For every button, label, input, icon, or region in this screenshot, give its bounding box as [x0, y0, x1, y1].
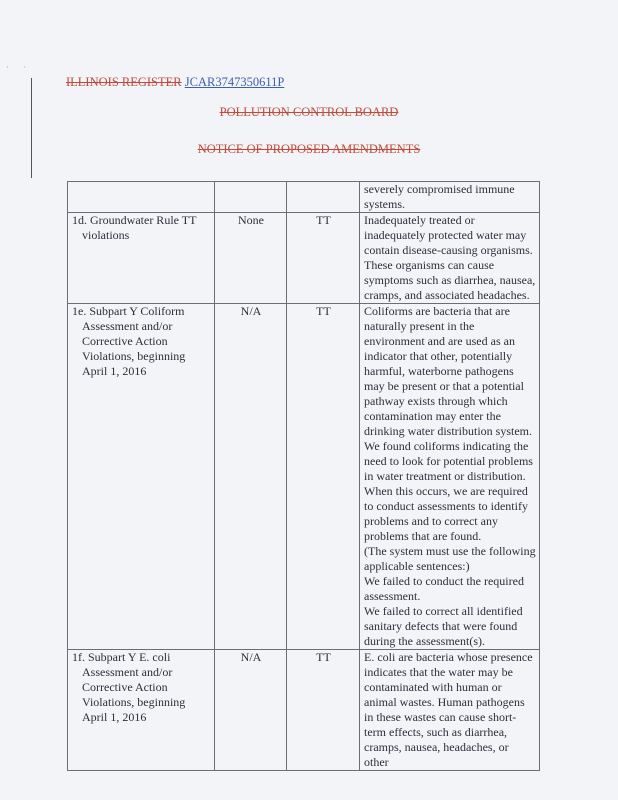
mclg-cell: TT — [287, 213, 360, 304]
table-row — [68, 650, 540, 771]
jcar-code: JCAR3747350611P — [184, 75, 285, 89]
violation-name-cont: Assessment and/or Corrective Action Violations, beginning April 1, 2016 — [82, 665, 186, 724]
notice-header — [0, 142, 618, 157]
health-effects-cell: E. coli are bacteria whose presence indicates that the water may be contaminated with human or animal wastes. Human pathogens in these wastes can cause short-term effects, such as diarrhea, cramps, nausea, headaches, or other — [360, 650, 540, 771]
health-effects-cell: Inadequately treated or inadequately protected water may contain disease-causing organisms. These organisms can cause symptoms such as diarrhea, nausea, cramps, and associated headaches. — [360, 213, 540, 304]
table-cell — [287, 182, 360, 213]
table-cell — [68, 182, 215, 213]
table-row — [68, 182, 540, 213]
scan-specks: · · — [6, 62, 33, 72]
health-effects-sentence: We failed to correct all identified sanitary defects that were found during the assessment(s). — [364, 604, 523, 648]
health-effects-note: (The system must use the following applicable sentences:) — [364, 544, 536, 573]
margin-line — [31, 78, 32, 178]
health-effects-sentence: We failed to conduct the required assessment. — [364, 574, 524, 603]
violation-name: 1d. Groundwater Rule TT — [72, 213, 197, 227]
mclg-cell: TT — [287, 650, 360, 771]
mcl-cell: None — [215, 213, 287, 304]
register-title-struck: ILLINOIS REGISTER — [66, 75, 182, 89]
table-row — [68, 304, 540, 650]
mclg-cell: TT — [287, 304, 360, 650]
board-title-struck: POLLUTION CONTROL BOARD — [219, 105, 399, 119]
register-header — [66, 75, 284, 90]
table-cell — [215, 182, 287, 213]
table-row — [68, 213, 540, 304]
violation-name: 1f. Subpart Y E. coli — [72, 650, 171, 664]
health-effects-cell — [360, 304, 540, 650]
violation-cell — [68, 304, 215, 650]
violation-name: 1e. Subpart Y Coliform — [72, 304, 185, 318]
notice-title-struck: NOTICE OF PROPOSED AMENDMENTS — [197, 142, 421, 156]
board-header — [0, 105, 618, 120]
mcl-cell: N/A — [215, 650, 287, 771]
violation-cell — [68, 213, 215, 304]
violation-cell — [68, 650, 215, 771]
violation-name-cont: Assessment and/or Corrective Action Violations, beginning April 1, 2016 — [82, 319, 186, 378]
violation-name-cont: violations — [82, 228, 130, 242]
mcl-cell: N/A — [215, 304, 287, 650]
contaminant-table — [67, 181, 540, 771]
health-effects-cell: severely compromised immune systems. — [360, 182, 540, 213]
health-effects-text: Coliforms are bacteria that are naturally present in the environment and are used as an indicator that other, potentially harmful, waterborne pathogens may be present or that a potential pathway exists through which contamination may enter the drinking water distribution system. We found coliforms indicating the need to look for potential problems in water treatment or distribution. When this occurs, we are required to conduct assessments to identify problems and to correct any problems that are found. — [364, 304, 533, 543]
